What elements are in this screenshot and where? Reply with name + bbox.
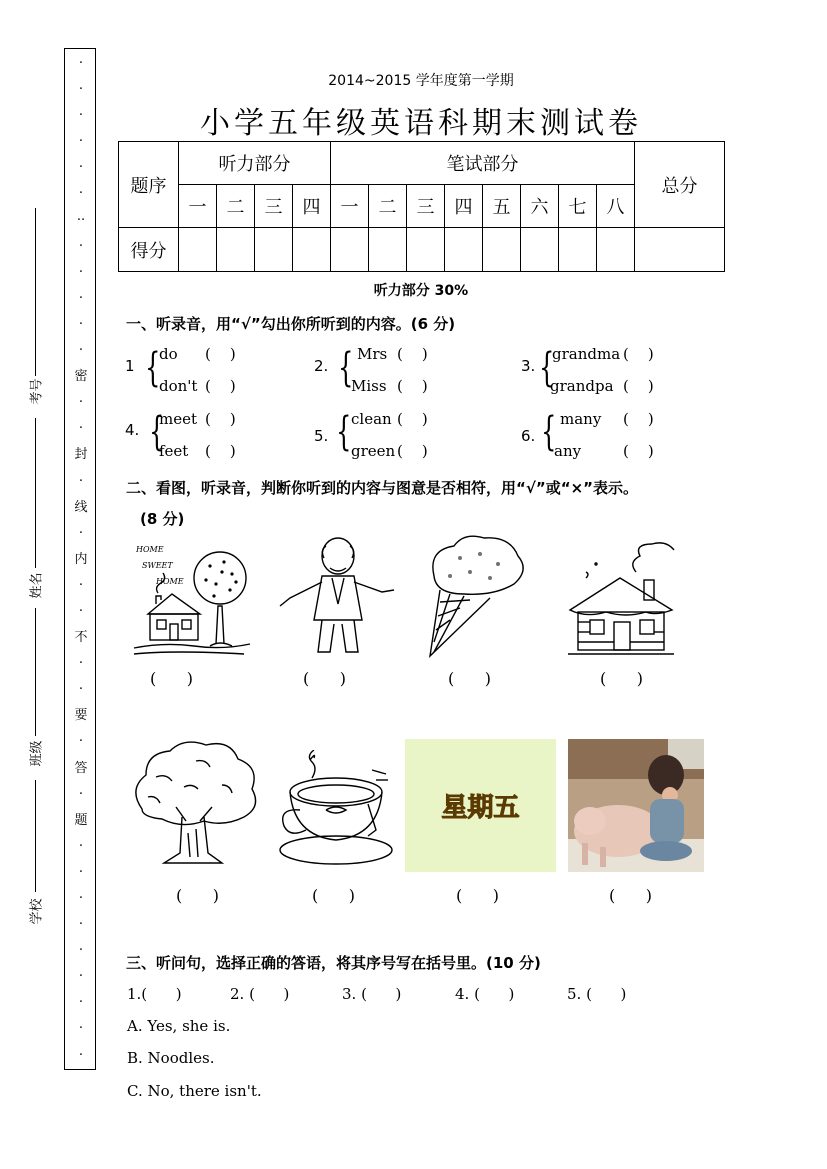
word-option: grandma — [552, 345, 621, 363]
word-option: any — [554, 442, 582, 460]
school-label: 学校 — [29, 898, 45, 925]
word-option: grandpa — [550, 377, 614, 395]
tree-picture — [126, 737, 260, 869]
ice-cream-picture — [420, 532, 534, 660]
sweet-text: SWEET — [142, 561, 173, 570]
exam-number-field[interactable] — [26, 208, 44, 412]
seal-char: 不 — [74, 630, 88, 646]
snowy-cabin-picture — [566, 538, 676, 660]
item-number: 5. — [314, 427, 329, 445]
old-man-picture — [274, 534, 400, 660]
score-cell-total[interactable] — [635, 228, 725, 272]
seal-char: 内 — [74, 551, 88, 567]
total-header: 总分 — [635, 142, 725, 228]
writing-num: 四 — [445, 185, 483, 228]
brace: { — [338, 345, 354, 391]
score-cell[interactable] — [559, 228, 597, 272]
score-cell[interactable] — [293, 228, 331, 272]
option-b: B. Noodles. — [127, 1049, 215, 1067]
seal-char: 线 — [74, 499, 88, 515]
score-cell[interactable] — [255, 228, 293, 272]
word-option: meet — [159, 410, 198, 428]
score-cell[interactable] — [407, 228, 445, 272]
word-option: green — [351, 442, 396, 460]
answer-blank[interactable]: ( ) — [623, 377, 654, 395]
option-c: C. No, there isn't. — [127, 1082, 262, 1100]
answer-item[interactable]: 4. ( ) — [455, 985, 515, 1003]
picture-answer-blank[interactable]: ( ) — [609, 886, 652, 905]
item-number: 4. — [125, 421, 140, 439]
item-number: 6. — [521, 427, 536, 445]
writing-num: 二 — [369, 185, 407, 228]
listening-num: 四 — [293, 185, 331, 228]
score-cell[interactable] — [521, 228, 559, 272]
word-option: feet — [159, 442, 189, 460]
writing-num: 三 — [407, 185, 445, 228]
answer-blank[interactable]: ( ) — [397, 345, 428, 363]
class-label: 班级 — [29, 740, 45, 767]
word-option: many — [560, 410, 602, 428]
item-number: 1 — [125, 357, 135, 375]
home-text: HOME — [136, 545, 164, 554]
score-cell[interactable] — [179, 228, 217, 272]
listening-section-title: 听力部分 30% — [373, 283, 469, 299]
answer-item[interactable]: 5. ( ) — [567, 985, 627, 1003]
picture-answer-blank[interactable]: ( ) — [303, 669, 346, 688]
seal-char: 答 — [74, 760, 88, 776]
score-row-label: 得分 — [119, 228, 179, 272]
answer-blank[interactable]: ( ) — [623, 345, 654, 363]
seal-char: 封 — [74, 447, 88, 463]
score-cell[interactable] — [597, 228, 635, 272]
school-field[interactable] — [26, 780, 44, 930]
seal-char: 密 — [74, 369, 88, 385]
item-number: 3. — [521, 357, 536, 375]
answer-blank[interactable]: ( ) — [623, 410, 654, 428]
score-cell[interactable] — [369, 228, 407, 272]
section2-heading: 二、看图，听录音，判断你听到的内容与图意是否相符，用“√”或“×”表示。 — [126, 479, 639, 497]
baby-and-pig-photo — [568, 739, 704, 872]
answer-blank[interactable]: ( ) — [397, 442, 428, 460]
word-option: clean — [351, 410, 392, 428]
answer-blank[interactable]: ( ) — [205, 377, 236, 395]
friday-picture — [405, 739, 556, 872]
listening-part-header: 听力部分 — [179, 142, 331, 185]
answer-item[interactable]: 3. ( ) — [342, 985, 402, 1003]
picture-answer-blank[interactable]: ( ) — [600, 669, 643, 688]
seal-char: 要 — [74, 708, 88, 724]
section3-heading: 三、听问句，选择正确的答语，将其序号写在括号里。(10 分) — [126, 954, 541, 972]
seal-dots: · · · · · · ·· · · · · · 密 · · 封 · 线 · 内 · · 不 · · 要 · 答 · 题 · · · · · · · · · — [74, 56, 88, 1063]
section1-heading: 一、听录音，用“√”勾出你所听到的内容。(6 分) — [126, 315, 456, 333]
seal-char: 题 — [74, 812, 88, 828]
writing-num: 五 — [483, 185, 521, 228]
picture-answer-blank[interactable]: ( ) — [150, 669, 193, 688]
name-field[interactable] — [26, 418, 44, 608]
answer-blank[interactable]: ( ) — [205, 345, 236, 363]
home-text: HOME — [156, 577, 184, 586]
section2-points: (8 分) — [140, 510, 185, 528]
brace: { — [149, 409, 165, 455]
brace: { — [145, 345, 161, 391]
score-cell[interactable] — [483, 228, 521, 272]
listening-num: 二 — [217, 185, 255, 228]
score-cell[interactable] — [445, 228, 483, 272]
score-table — [118, 141, 725, 272]
answer-blank[interactable]: ( ) — [623, 442, 654, 460]
answer-item[interactable]: 1.( ) — [127, 985, 182, 1003]
school-year-line: 2014~2015 学年度第一学期 — [328, 73, 514, 89]
word-option: Mrs — [357, 345, 388, 363]
word-option: do — [159, 345, 178, 363]
writing-num: 八 — [597, 185, 635, 228]
score-table-col-label: 题序 — [119, 142, 179, 228]
answer-blank[interactable]: ( ) — [397, 410, 428, 428]
answer-blank[interactable]: ( ) — [397, 377, 428, 395]
word-option: Miss — [351, 377, 387, 395]
class-field[interactable] — [26, 608, 44, 768]
picture-answer-blank[interactable]: ( ) — [176, 886, 219, 905]
brace: { — [336, 409, 352, 455]
teacup-picture — [276, 750, 396, 872]
exam-number-label: 考号 — [29, 378, 45, 405]
writing-num: 七 — [559, 185, 597, 228]
friday-text: 星期五 — [441, 793, 520, 823]
picture-answer-blank[interactable]: ( ) — [312, 886, 355, 905]
picture-answer-blank[interactable]: ( ) — [456, 886, 499, 905]
picture-answer-blank[interactable]: ( ) — [448, 669, 491, 688]
option-a: A. Yes, she is. — [127, 1017, 231, 1035]
page-title: 小学五年级英语科期末测试卷 — [200, 106, 642, 141]
brace: { — [539, 345, 555, 391]
score-cell[interactable] — [217, 228, 255, 272]
listening-num: 三 — [255, 185, 293, 228]
item-number: 2. — [314, 357, 329, 375]
home-sweet-home-picture — [130, 536, 254, 660]
answer-blank[interactable]: ( ) — [205, 442, 236, 460]
word-option: don't — [159, 377, 198, 395]
listening-num: 一 — [179, 185, 217, 228]
writing-num: 一 — [331, 185, 369, 228]
name-label: 姓名 — [29, 572, 45, 599]
answer-blank[interactable]: ( ) — [205, 410, 236, 428]
answer-item[interactable]: 2. ( ) — [230, 985, 290, 1003]
writing-num: 六 — [521, 185, 559, 228]
brace: { — [541, 409, 557, 455]
writing-part-header: 笔试部分 — [331, 142, 635, 185]
score-cell[interactable] — [331, 228, 369, 272]
seal-strip — [64, 48, 96, 1070]
